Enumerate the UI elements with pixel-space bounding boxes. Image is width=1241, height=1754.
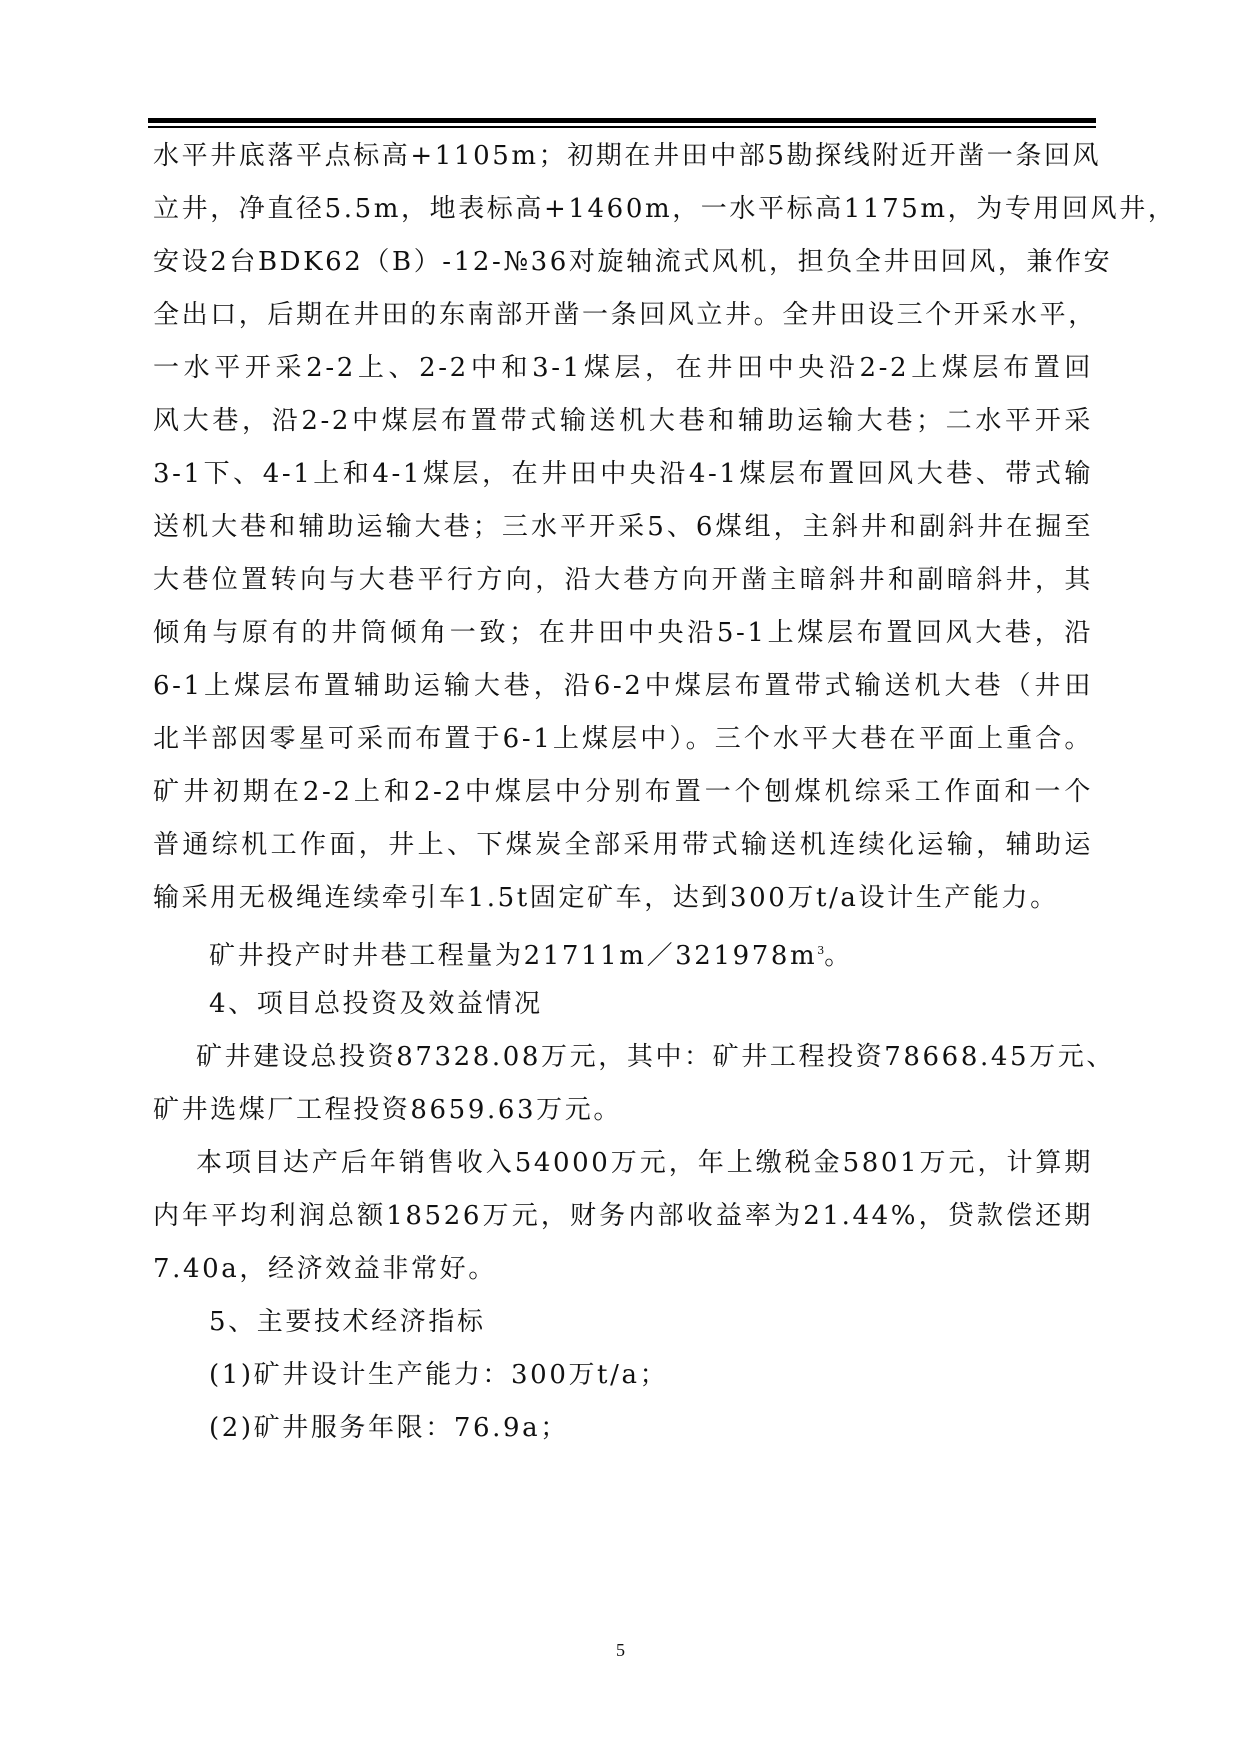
body-line: 倾角与原有的井筒倾角一致；在井田中央沿5-1上煤层布置回风大巷，沿: [153, 618, 1093, 648]
page-number: 5: [616, 1640, 625, 1660]
body-line: 矿井初期在2-2上和2-2中煤层中分别布置一个刨煤机综采工作面和一个: [153, 777, 1093, 807]
investment-line: 矿井选煤厂工程投资8659.63万元。: [153, 1095, 622, 1125]
investment-line: 矿井建设总投资87328.08万元，其中：矿井工程投资78668.45万元、: [196, 1042, 1115, 1072]
body-line: 一水平开采2-2上、2-2中和3-1煤层，在井田中央沿2-2上煤层布置回: [153, 353, 1093, 383]
body-line: 3-1下、4-1上和4-1煤层，在井田中央沿4-1煤层布置回风大巷、带式输: [153, 459, 1093, 489]
body-line: 大巷位置转向与大巷平行方向，沿大巷方向开凿主暗斜井和副暗斜井，其: [153, 565, 1093, 595]
body-line: 风大巷，沿2-2中煤层布置带式输送机大巷和辅助运输大巷；二水平开采: [153, 406, 1093, 436]
body-line: 普通综机工作面，井上、下煤炭全部采用带式输送机连续化运输，辅助运: [153, 830, 1093, 860]
body-line: 全出口，后期在井田的东南部开凿一条回风立井。全井田设三个开采水平，: [153, 300, 1097, 330]
benefit-line: 7.40a，经济效益非常好。: [153, 1254, 497, 1284]
cubic-superscript: 3: [817, 944, 825, 957]
body-line: 立井，净直径5.5m，地表标高+1460m，一水平标高1175m，为专用回风井，: [153, 194, 1177, 224]
body-line: 水平井底落平点标高+1105m；初期在井田中部5勘探线附近开凿一条回风: [153, 141, 1102, 171]
tunnel-volume-line: [209, 935, 1093, 972]
benefit-line: 本项目达产后年销售收入54000万元，年上缴税金5801万元，计算期: [196, 1148, 1093, 1178]
body-line: 输采用无极绳连续牵引车1.5t固定矿车，达到300万t/a设计生产能力。: [153, 883, 1059, 913]
body-line: 安设2台BDK62（B）-12-№36对旋轴流式风机，担负全井田回风，兼作安: [153, 247, 1113, 277]
body-line: 6-1上煤层布置辅助运输大巷，沿6-2中煤层布置带式输送机大巷（井田: [153, 671, 1093, 701]
benefit-line: 内年平均利润总额18526万元，财务内部收益率为21.44%，贷款偿还期: [153, 1201, 1093, 1231]
section-4-heading: 4、项目总投资及效益情况: [209, 989, 543, 1019]
indicator-item: (1)矿井设计生产能力：300万t/a；: [209, 1360, 669, 1390]
header-rule-thin: [148, 126, 1096, 128]
tunnel-volume-suffix: 。: [824, 941, 853, 971]
header-rule-thick: [148, 118, 1096, 123]
tunnel-volume-text: 矿井投产时井巷工程量为21711m／321978m: [209, 941, 818, 971]
body-line: 北半部因零星可采而布置于6-1上煤层中）。三个水平大巷在平面上重合。: [153, 724, 1093, 754]
section-5-heading: 5、主要技术经济指标: [209, 1307, 486, 1337]
indicator-item: (2)矿井服务年限：76.9a；: [209, 1413, 569, 1443]
body-line: 送机大巷和辅助运输大巷；三水平开采5、6煤组，主斜井和副斜井在掘至: [153, 512, 1093, 542]
